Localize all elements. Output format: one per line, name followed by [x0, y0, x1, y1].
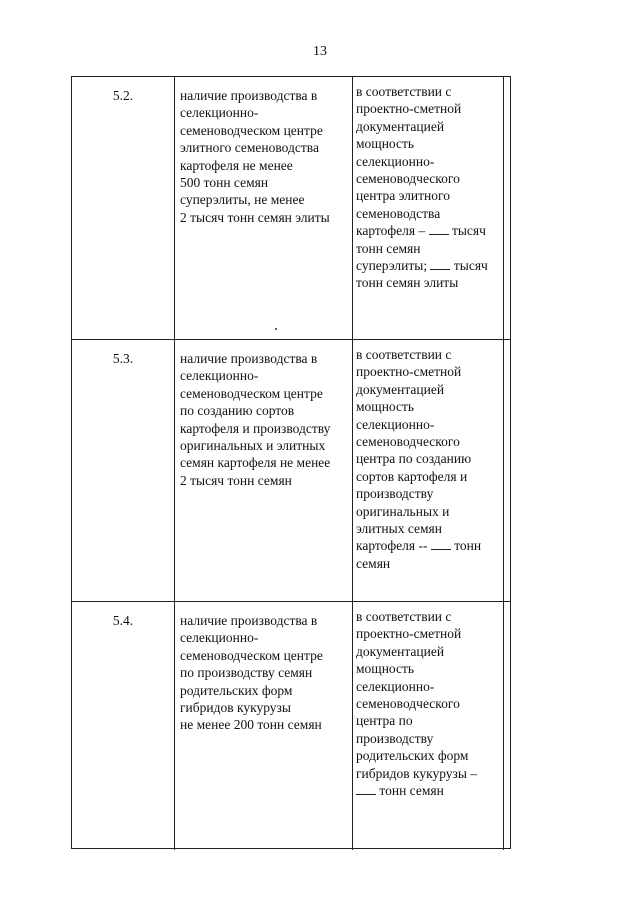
- value-text: [353, 340, 504, 601]
- table-row: [72, 340, 510, 602]
- item-number: 5.3.: [72, 340, 175, 601]
- value-line: семеноводческого: [356, 696, 460, 712]
- item-number: 5.4.: [72, 602, 175, 850]
- empty-cell: [504, 77, 510, 339]
- value-line: центра по: [356, 713, 413, 729]
- value-line: селекционно-: [356, 416, 435, 432]
- table-row: [72, 602, 510, 850]
- value-line: элитных семян: [356, 521, 442, 537]
- value-line: документацией: [356, 643, 445, 659]
- value-line: в соответствии с: [356, 609, 452, 624]
- value-line: в соответствии с: [356, 347, 452, 362]
- value-line: оригинальных и: [356, 503, 450, 519]
- value-line: семеноводческого: [356, 171, 460, 187]
- value-line: семеноводческого: [356, 434, 460, 450]
- requirement-text: наличие производства в селекционно- семеноводческом центре по созданию сортов картофеля и производству оригинальных и элитных семян картофеля не менее 2 тысяч тонн семян: [175, 340, 353, 601]
- value-line: проектно-сметной: [356, 364, 462, 380]
- value-line: картофеля -- тонн: [356, 538, 482, 554]
- value-line: селекционно-: [356, 678, 435, 694]
- value-line: семеноводства: [356, 205, 441, 221]
- requirements-table: [71, 76, 511, 849]
- value-text: [353, 602, 504, 850]
- value-line: производству: [356, 486, 434, 502]
- value-line: документацией: [356, 118, 445, 134]
- value-line: родительских форм: [356, 748, 469, 764]
- page-number: 13: [313, 44, 327, 59]
- value-line: в соответствии с: [356, 84, 452, 99]
- empty-cell: [504, 340, 510, 601]
- value-line: проектно-сметной: [356, 626, 462, 642]
- value-line: проектно-сметной: [356, 101, 462, 117]
- value-line: тонн семян: [356, 782, 503, 799]
- fill-in-blank: [431, 538, 451, 550]
- value-line: семян: [356, 555, 391, 571]
- value-line: мощность: [356, 399, 415, 415]
- fill-in-blank: [429, 223, 449, 235]
- value-line: мощность: [356, 661, 415, 677]
- scan-speck: [275, 328, 277, 330]
- value-line: гибридов кукурузы –: [356, 765, 478, 781]
- value-line: мощность: [356, 136, 415, 152]
- table-row: [72, 77, 510, 340]
- value-line: сортов картофеля и: [356, 468, 468, 484]
- value-line: суперэлиты; тысяч: [356, 258, 488, 274]
- value-text: [353, 77, 504, 339]
- value-line: тонн семян элиты: [356, 275, 459, 291]
- fill-in-blank: [356, 783, 376, 795]
- value-line: документацией: [356, 381, 445, 397]
- value-line: картофеля – тысяч: [356, 223, 486, 239]
- value-line: тонн семян: [356, 240, 421, 256]
- item-number: 5.2.: [72, 77, 175, 339]
- fill-in-blank: [430, 258, 450, 270]
- requirement-text: наличие производства в селекционно- семеноводческом центре по производству семян родительских форм гибридов кукурузы не менее 200 тонн семян: [175, 602, 353, 850]
- requirement-text: наличие производства в селекционно- семеноводческом центре элитного семеноводства картофеля не менее 500 тонн семян суперэлиты, не менее 2 тысяч тонн семян элиты: [175, 77, 353, 339]
- value-line: производству: [356, 730, 434, 746]
- value-line: центра элитного: [356, 188, 450, 204]
- value-line: центра по созданию: [356, 451, 472, 467]
- value-line: селекционно-: [356, 153, 435, 169]
- empty-cell: [504, 602, 510, 850]
